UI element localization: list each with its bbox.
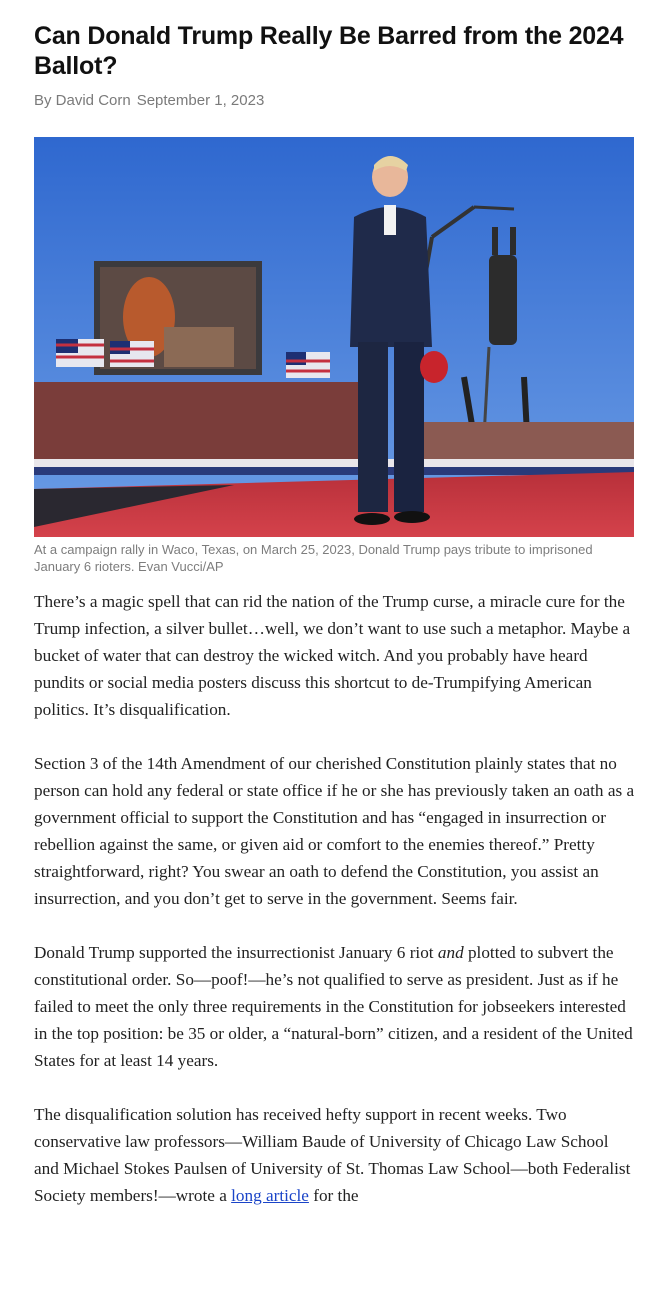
paragraph: Section 3 of the 14th Amendment of our cherished Constitution plainly states that no person can hold any federal or state office if he or she has previously taken an oath as a government official to support the Constitution and has “engaged in insurrection or rebellion against the same, or given aid or comfort to the enemies thereof.” Pretty straightforward, right? You swear an oath to defend the Constitution, you assist an insurrection, and you don’t get to serve in the government. Seems fair.: [34, 754, 635, 908]
article-body: [34, 588, 636, 1236]
article-title: Can Donald Trump Really Be Barred from the 2024 Ballot?: [34, 22, 624, 80]
rally-photo-illustration: [34, 137, 634, 537]
paragraph: The disqualification solution has received hefty support in recent weeks. Two conservative law professors—William Baude of University of Chicago Law School and Michael Stokes Paulsen of University of St. Thomas Law School—both Federalist Society members!—wrote a long article for the: [34, 1105, 631, 1205]
byline: [34, 92, 264, 109]
paragraph: Donald Trump supported the insurrectionist January 6 riot and plotted to subvert the constitutional order. So—poof!—he’s not qualified to serve as president. Just as if he failed to meet the only three requirements in the Constitution for jobseekers interested in the top position: be 35 or older, a “natural-born” citizen, and a resident of the United States for at least 14 years.: [34, 943, 633, 1070]
rally-photo: [34, 137, 634, 537]
paragraph: There’s a magic spell that can rid the nation of the Trump curse, a miracle cure for the Trump infection, a silver bullet…well, we don’t want to use such a metaphor. Maybe a bucket of water that can destroy the wicked witch. And you probably have heard pundits or social media posters discuss this shortcut to de-Trumpifying American politics. It’s disqualification.: [34, 592, 631, 719]
image-caption: At a campaign rally in Waco, Texas, on March 25, 2023, Donald Trump pays tribute to imprisoned January 6 rioters. Evan Vucci/AP: [34, 542, 593, 574]
emphasis: and: [437, 943, 464, 962]
publish-date: September 1, 2023: [136, 92, 265, 109]
long-article-link[interactable]: long article: [231, 1186, 309, 1205]
author-name[interactable]: By David Corn: [34, 92, 131, 109]
